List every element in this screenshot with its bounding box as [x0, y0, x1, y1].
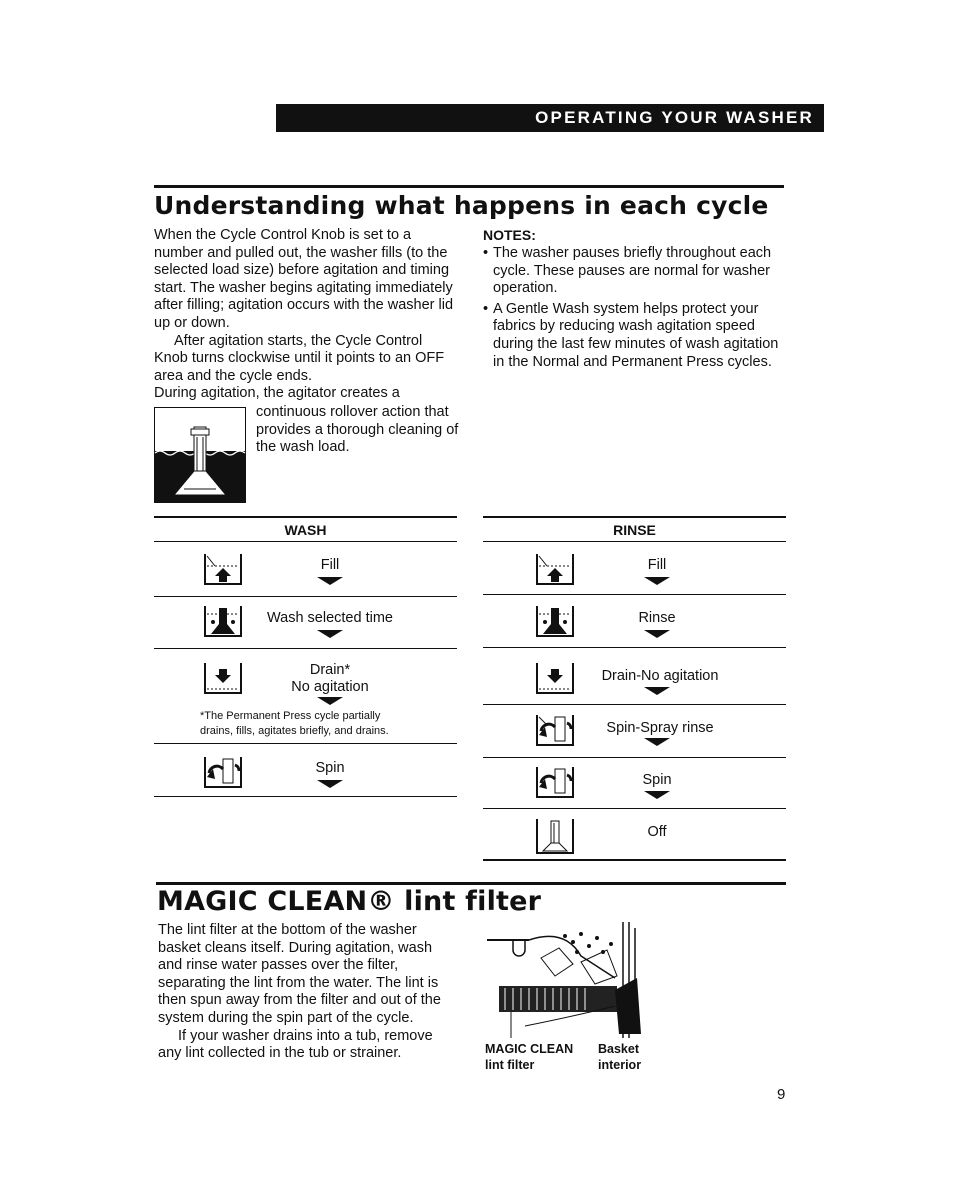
caption-basket-interior: Basket interior — [598, 1042, 642, 1072]
rinse-step-rinse: Rinse — [638, 610, 676, 626]
rinse-heading: RINSE — [613, 522, 656, 538]
lint-filter-illustration — [485, 918, 660, 1040]
arrow-down-icon — [644, 687, 670, 695]
wash-step-drain: Drain* — [309, 662, 351, 678]
section-header: OPERATING YOUR WASHER — [276, 104, 824, 132]
wash-heading: WASH — [284, 522, 327, 538]
bullet-icon: • — [483, 245, 489, 261]
caption-lint-filter: MAGIC CLEAN lint filter — [485, 1042, 574, 1072]
drain-icon — [535, 661, 575, 695]
spin-icon — [203, 755, 243, 789]
note-item: • A Gentle Wash system helps protect your fabrics by reducing wash agitation speed during the last few minutes of wash agitation in the Normal and Permanent Press cycles. — [483, 300, 779, 370]
section-rule — [156, 882, 786, 885]
fill-icon — [535, 552, 575, 586]
wash-step-fill: Fill — [320, 557, 340, 573]
arrow-down-icon — [644, 630, 670, 638]
table-rule — [483, 516, 786, 518]
arrow-down-icon — [317, 630, 343, 638]
paragraph: During agitation, the agitator creates a — [154, 385, 400, 402]
wash-footnote: *The Permanent Press cycle partially drains, fills, agitates briefly, and drains. — [200, 710, 389, 737]
rinse-step-fill: Fill — [647, 557, 667, 573]
wash-step-spin: Spin — [315, 760, 345, 776]
drain-icon — [203, 661, 243, 695]
table-rule — [483, 594, 786, 595]
arrow-down-icon — [317, 577, 343, 585]
rinse-step-drain: Drain-No agitation — [601, 668, 719, 684]
agitator-illustration — [154, 407, 246, 503]
wash-step-no-agitation: No agitation — [291, 679, 369, 695]
rinse-step-spin-spray: Spin-Spray rinse — [606, 720, 714, 736]
arrow-down-icon — [644, 577, 670, 585]
arrow-down-icon — [644, 738, 670, 746]
table-rule — [483, 757, 786, 758]
table-rule — [483, 647, 786, 648]
arrow-down-icon — [644, 791, 670, 799]
paragraph: The lint filter at the bottom of the washer basket cleans itself. During agitation, wash and rinse water passes over the filter, separating the lint from the water. The lint is then spun away from the filter and out of the system during the spin part of the cycle. — [158, 922, 441, 1026]
page-number: 9 — [777, 1086, 786, 1103]
arrow-down-icon — [317, 697, 343, 705]
table-rule — [154, 648, 457, 649]
table-rule — [483, 808, 786, 809]
rinse-step-off: Off — [647, 824, 667, 840]
paragraph: When the Cycle Control Knob is set to a number and pulled out, the washer fills (to the selected load size) before agitation and timing start. The washer begins agitating immediately after filling; agitation occurs with the washer lid up or down. — [154, 227, 454, 331]
wash-step-agitate: Wash selected time — [267, 610, 393, 626]
table-rule — [154, 596, 457, 597]
notes-label: NOTES: — [483, 227, 536, 243]
notes-block — [483, 227, 783, 374]
section-title-lint-filter: MAGIC CLEAN® lint filter — [157, 886, 542, 917]
section-title-cycle: Understanding what happens in each cycle — [154, 191, 769, 220]
table-rule — [154, 796, 457, 797]
arrow-down-icon — [317, 780, 343, 788]
spin-icon — [535, 765, 575, 799]
note-item: • The washer pauses briefly throughout each cycle. These pauses are normal for washer operation. — [483, 245, 772, 297]
table-rule — [154, 516, 457, 518]
lint-filter-text — [158, 922, 458, 1063]
cycle-intro-text — [154, 227, 460, 403]
fill-icon — [203, 552, 243, 586]
bullet-icon: • — [483, 300, 489, 317]
table-rule — [483, 859, 786, 861]
paragraph: If your washer drains into a tub, remove any lint collected in the tub or strainer. — [158, 1027, 433, 1062]
agitator-text: continuous rollover action that provides a thorough cleaning of the wash load. — [256, 404, 459, 456]
agitate-icon — [203, 604, 243, 638]
agitate-icon — [535, 604, 575, 638]
off-icon — [535, 817, 575, 855]
section-rule — [154, 185, 784, 188]
table-rule — [154, 743, 457, 744]
table-rule — [154, 541, 457, 542]
rinse-step-spin: Spin — [642, 772, 672, 788]
table-rule — [483, 704, 786, 705]
paragraph: After agitation starts, the Cycle Control Knob turns clockwise until it points to an OFF area and the cycle ends. — [154, 332, 445, 384]
spin-spray-icon — [535, 713, 575, 747]
table-rule — [483, 541, 786, 542]
